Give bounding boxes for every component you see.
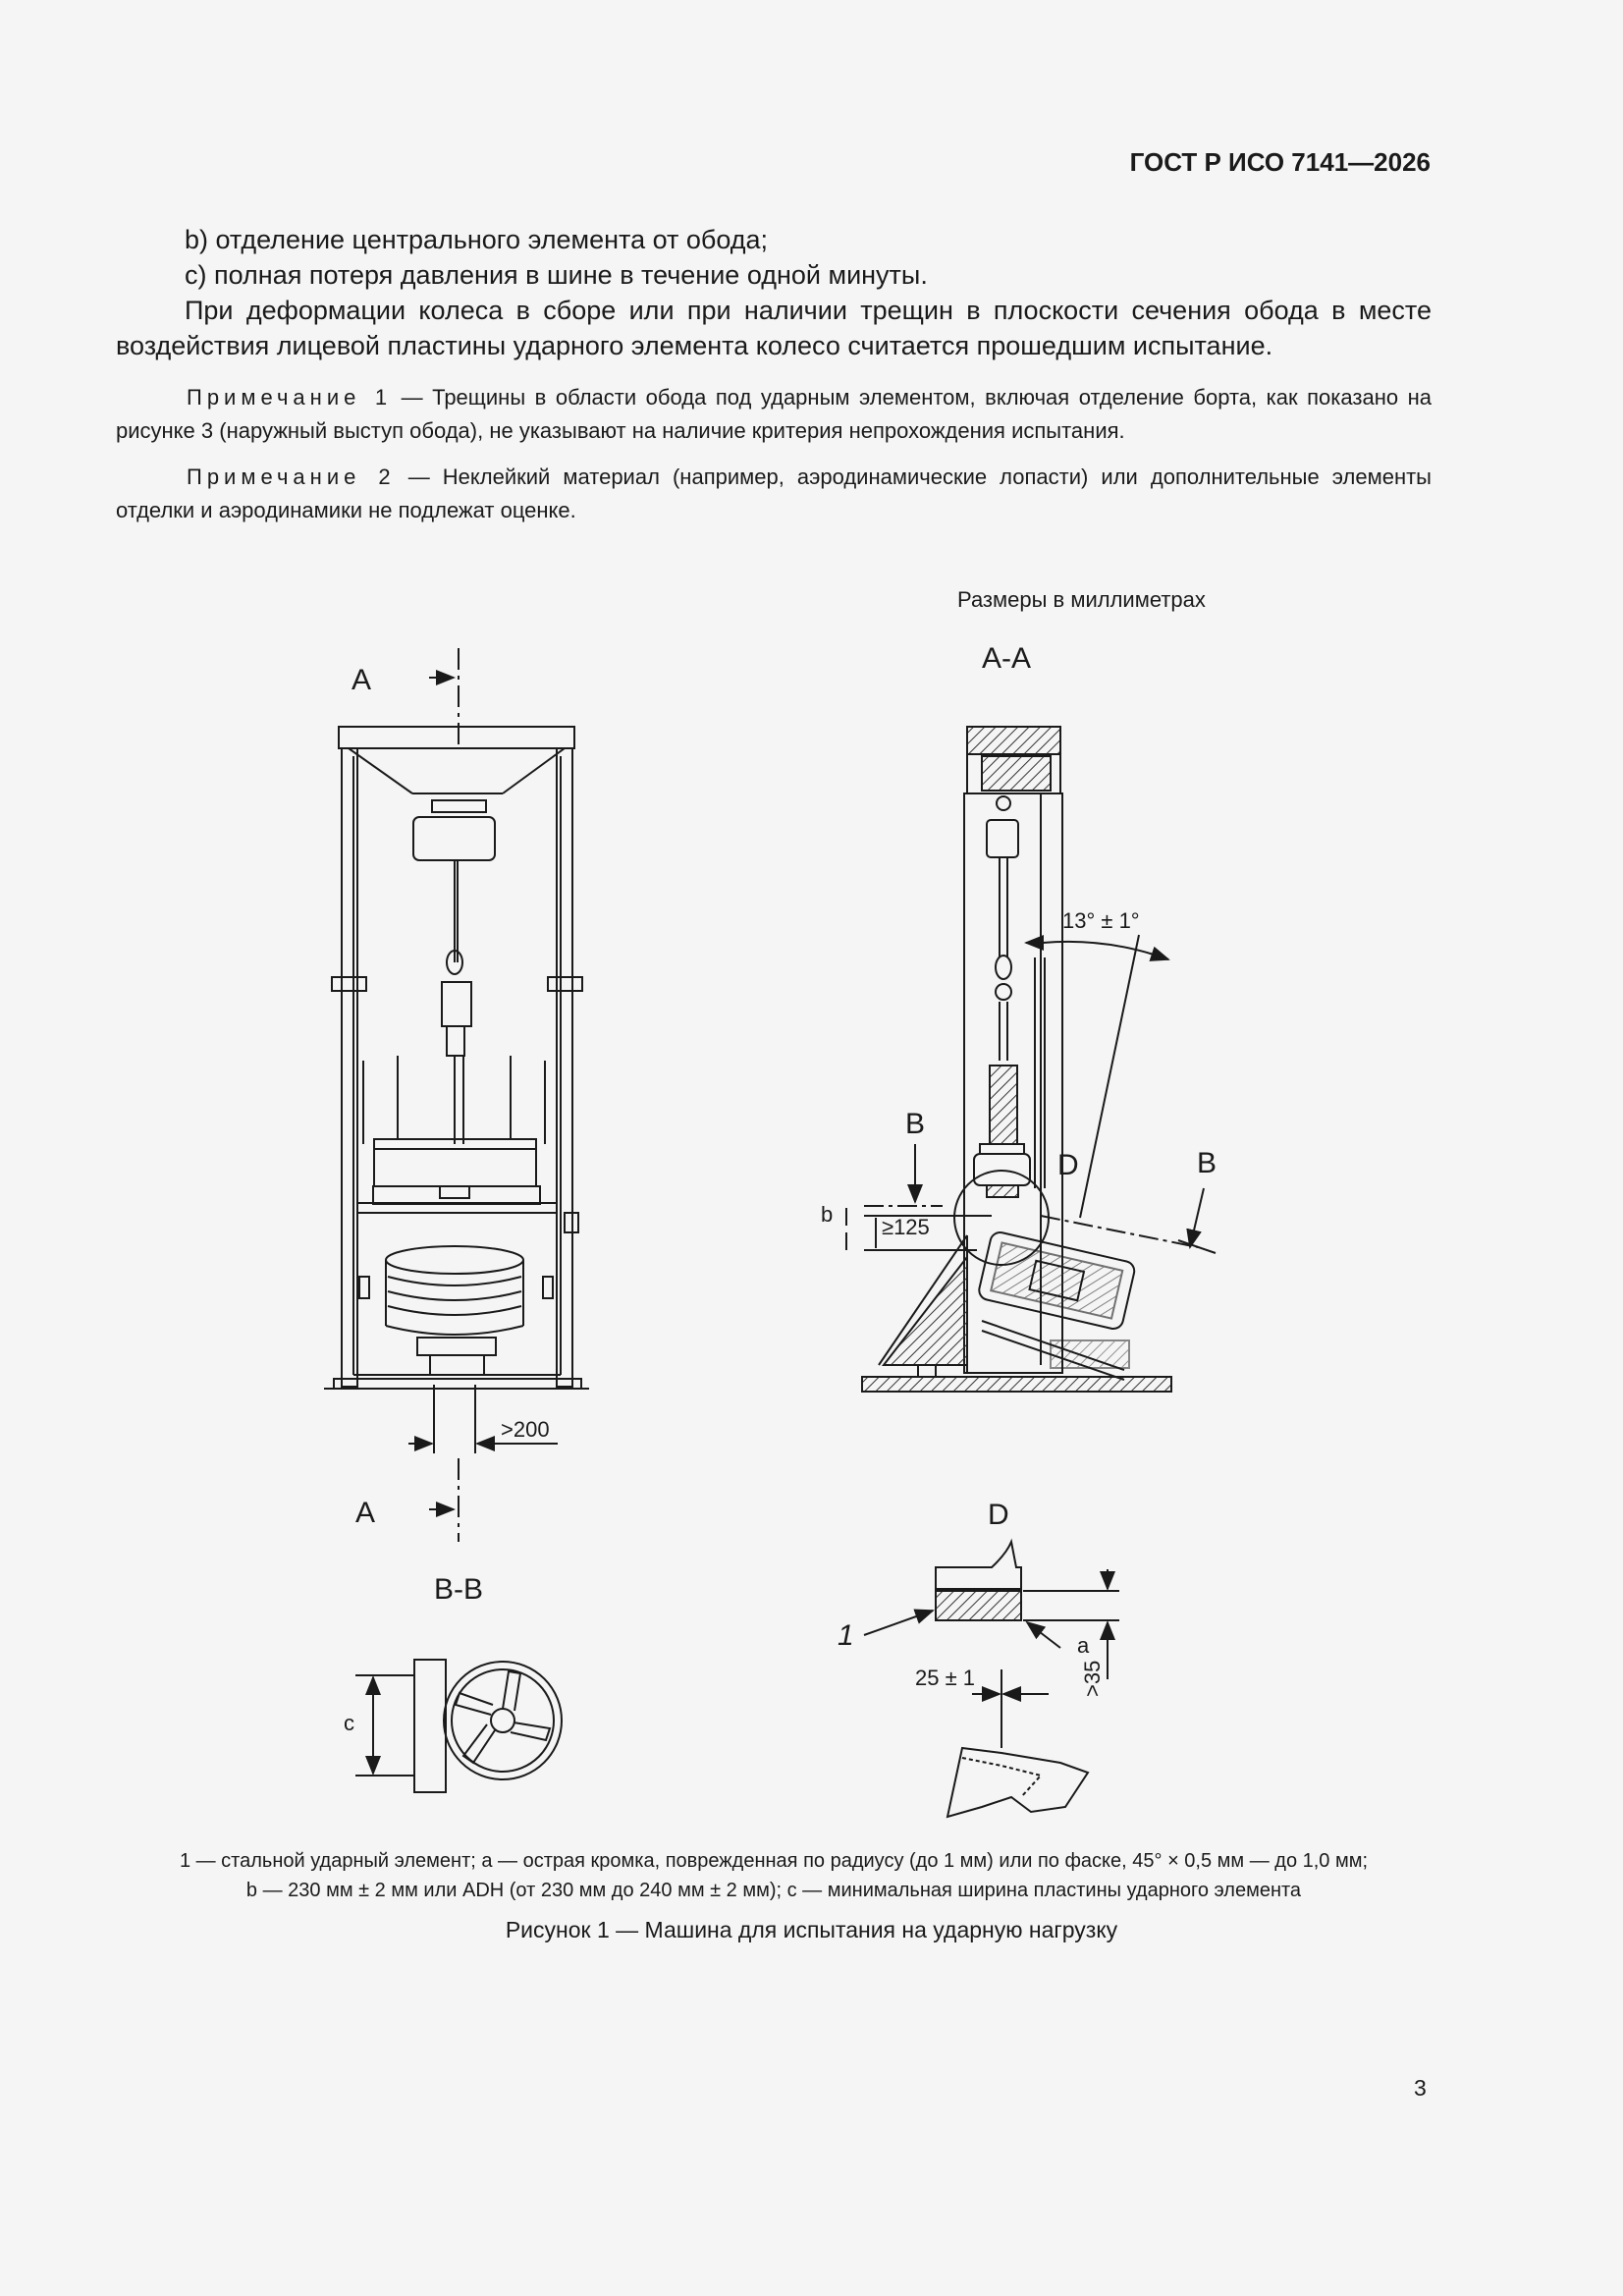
- paragraph: При деформации колеса в сборе или при наличии трещин в плоскости сечения обода в месте воздействия лицевой пластины ударного элемента колесо считается прошедшим испытание.: [116, 296, 1432, 360]
- section-label-b-left: B: [905, 1108, 926, 1140]
- document-id-header: ГОСТ Р ИСО 7141—2026: [1129, 147, 1431, 177]
- dimensions-note: Размеры в миллиметрах: [957, 587, 1206, 612]
- dimension-b: b: [821, 1202, 834, 1227]
- section-label-b-right: B: [1197, 1147, 1217, 1179]
- figure-caption: Рисунок 1 — Машина для испытания на ударную нагрузку: [505, 1917, 1118, 1942]
- list-item-b: b) отделение центрального элемента от обода;: [185, 225, 769, 254]
- legend-line-1: 1 — стальной ударный элемент; a — острая кромка, поврежденная по радиусу (до 1 мм) или по фаске, 45° × 0,5 мм — до 1,0 мм;: [179, 1850, 1369, 1872]
- figure-legend: [116, 1846, 1432, 1905]
- section-bb-title: B-B: [434, 1573, 484, 1606]
- dimension-35: >35: [1080, 1660, 1105, 1697]
- angle-dimension: 13° ± 1°: [1062, 908, 1140, 933]
- item-1-label: 1: [838, 1619, 854, 1652]
- section-bb-view: [355, 1660, 562, 1792]
- detail-label-d: D: [1057, 1149, 1079, 1181]
- section-label-a-bottom: A: [355, 1497, 376, 1529]
- section-aa-title: A-A: [982, 642, 1032, 675]
- dimension-200: >200: [501, 1417, 550, 1442]
- dimension-25: 25 ± 1: [915, 1666, 976, 1690]
- note-label: Примечание 1: [187, 385, 393, 410]
- legend-line-2: b — 230 мм ± 2 мм или ADH (от 230 мм до 240 мм ± 2 мм); c — минимальная ширина пластины ударного элемента: [245, 1880, 1302, 1901]
- front-view: [324, 648, 589, 1542]
- note-text: — Неклейкий материал (например, аэродинамические лопасти) или дополнительные элементы отделки и аэродинамики не подлежат оценке.: [116, 465, 1432, 522]
- section-label-a-top: A: [352, 664, 372, 696]
- dimension-c: c: [344, 1711, 354, 1735]
- list-item-c: c) полная потеря давления в шине в течение одной минуты.: [185, 260, 928, 290]
- detail-d-title: D: [988, 1499, 1009, 1531]
- note-text: — Трещины в области обода под ударным элементом, включая отделение борта, как показано на рисунке 3 (наружный выступ обода), не указывают на наличие критерия непрохождения испытания.: [116, 385, 1432, 443]
- section-aa-view: [846, 727, 1216, 1392]
- dimension-125: ≥125: [882, 1215, 930, 1239]
- dimension-a: a: [1077, 1633, 1090, 1658]
- note-label: Примечание 2: [187, 465, 396, 489]
- page-number: 3: [1414, 2075, 1427, 2101]
